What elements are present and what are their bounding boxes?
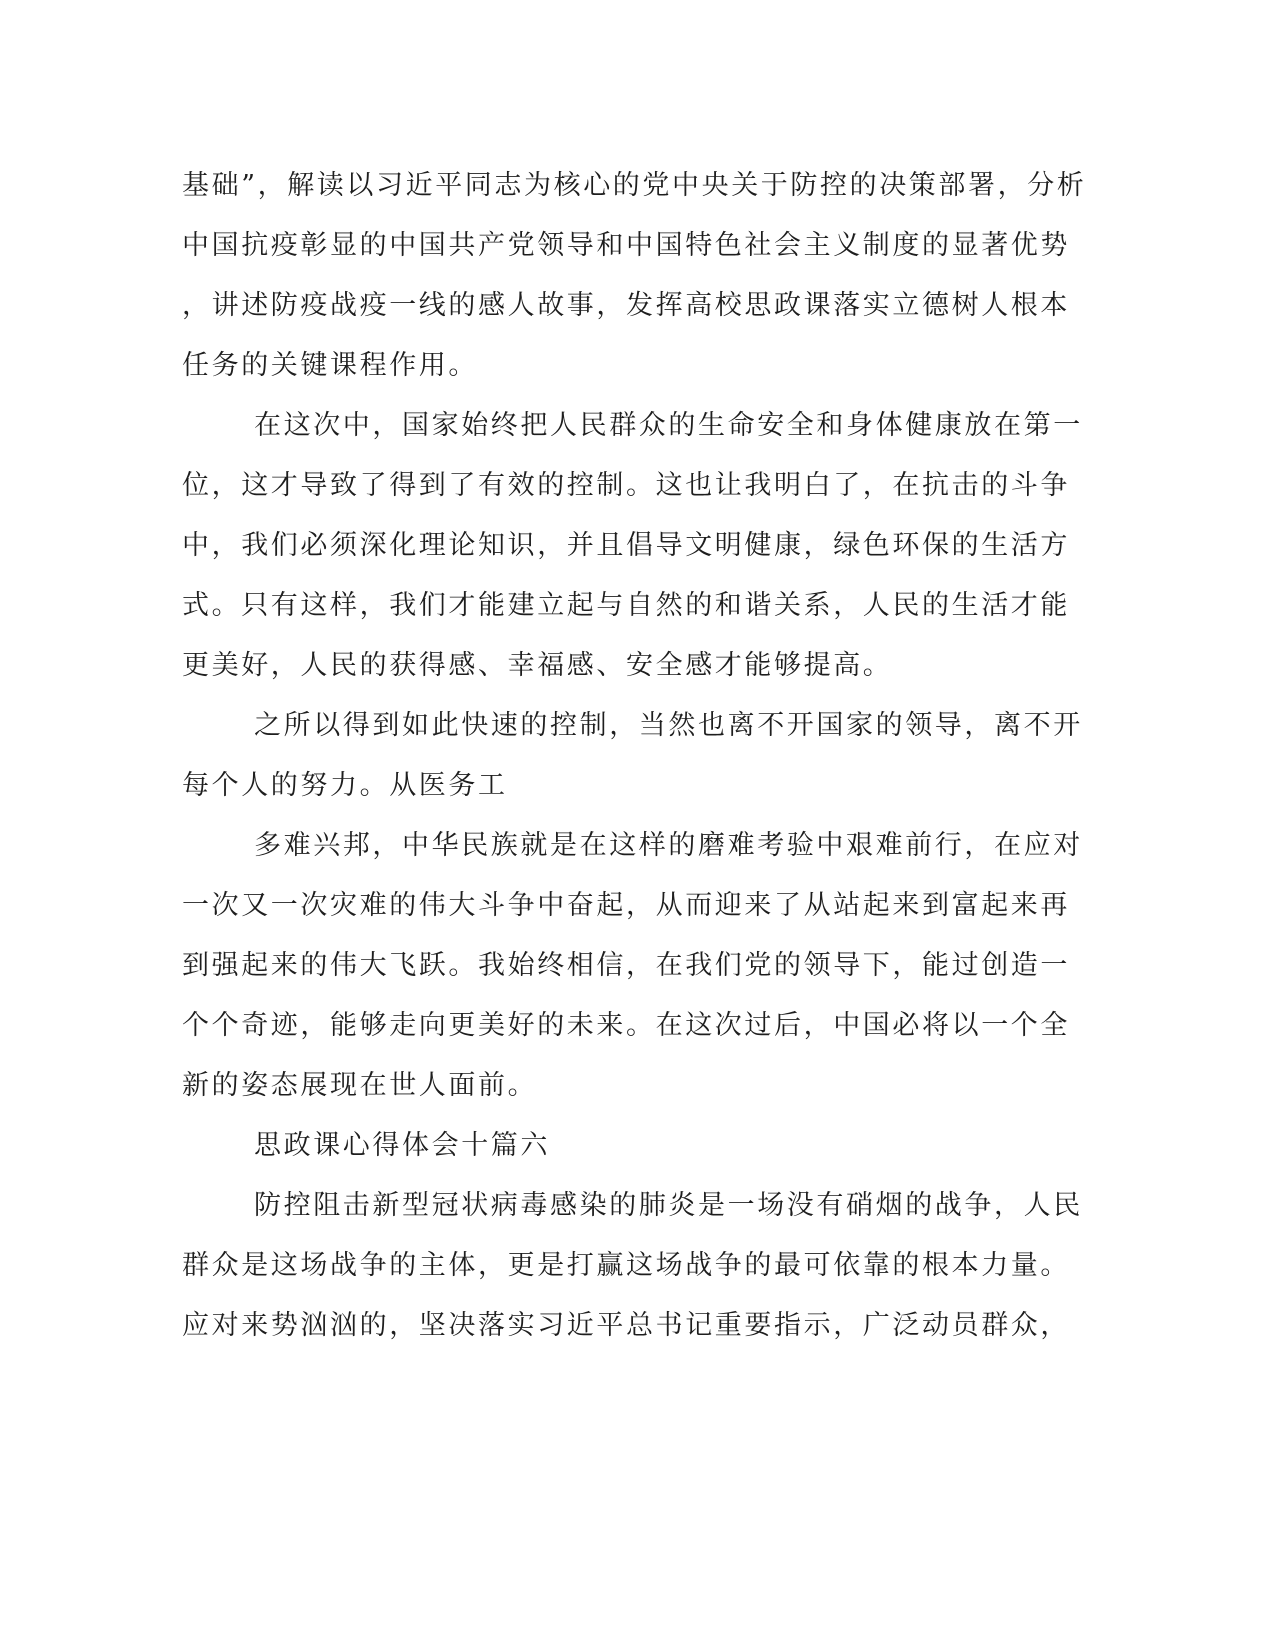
text-line: ，讲述防疫战疫一线的感人故事，发挥高校思政课落实立德树人根本 [182,290,1070,321]
text-line: 中，我们必须深化理论知识，并且倡导文明健康，绿色环保的生活方 [182,530,1070,561]
text-line: 新的姿态展现在世人面前。 [182,1070,538,1101]
text-line: 位，这才导致了得到了有效的控制。这也让我明白了，在抗击的斗争 [182,470,1070,501]
paragraph-start-line: 在这次中，国家始终把人民群众的生命安全和身体健康放在第一 [254,410,1083,441]
paragraph-start-line: 之所以得到如此快速的控制，当然也离不开国家的领导，离不开 [254,710,1083,741]
text-line: 式。只有这样，我们才能建立起与自然的和谐关系，人民的生活才能 [182,590,1070,621]
text-line: 基础”，解读以习近平同志为核心的党中央关于防控的决策部署，分析 [182,170,1087,201]
text-line: 群众是这场战争的主体，更是打赢这场战争的最可依靠的根本力量。 [182,1250,1070,1281]
text-line: 个个奇迹，能够走向更美好的未来。在这次过后，中国必将以一个全 [182,1010,1070,1041]
text-line: 一次又一次灾难的伟大斗争中奋起，从而迎来了从站起来到富起来再 [182,890,1070,921]
section-heading: 思政课心得体会十篇六 [254,1130,550,1161]
text-line: 更美好，人民的获得感、幸福感、安全感才能够提高。 [182,650,893,681]
text-line: 应对来势汹汹的，坚决落实习近平总书记重要指示，广泛动员群众， [182,1310,1070,1341]
text-line: 每个人的努力。从医务工 [182,770,508,801]
paragraph-start-line: 防控阻击新型冠状病毒感染的肺炎是一场没有硝烟的战争，人民 [254,1190,1083,1221]
text-line: 任务的关键课程作用。 [182,350,478,381]
text-line: 到强起来的伟大飞跃。我始终相信，在我们党的领导下，能过创造一 [182,950,1070,981]
text-line: 中国抗疫彰显的中国共产党领导和中国特色社会主义制度的显著优势 [182,230,1070,261]
document-body [182,156,1087,1356]
paragraph-start-line: 多难兴邦，中华民族就是在这样的磨难考验中艰难前行，在应对 [254,830,1083,861]
